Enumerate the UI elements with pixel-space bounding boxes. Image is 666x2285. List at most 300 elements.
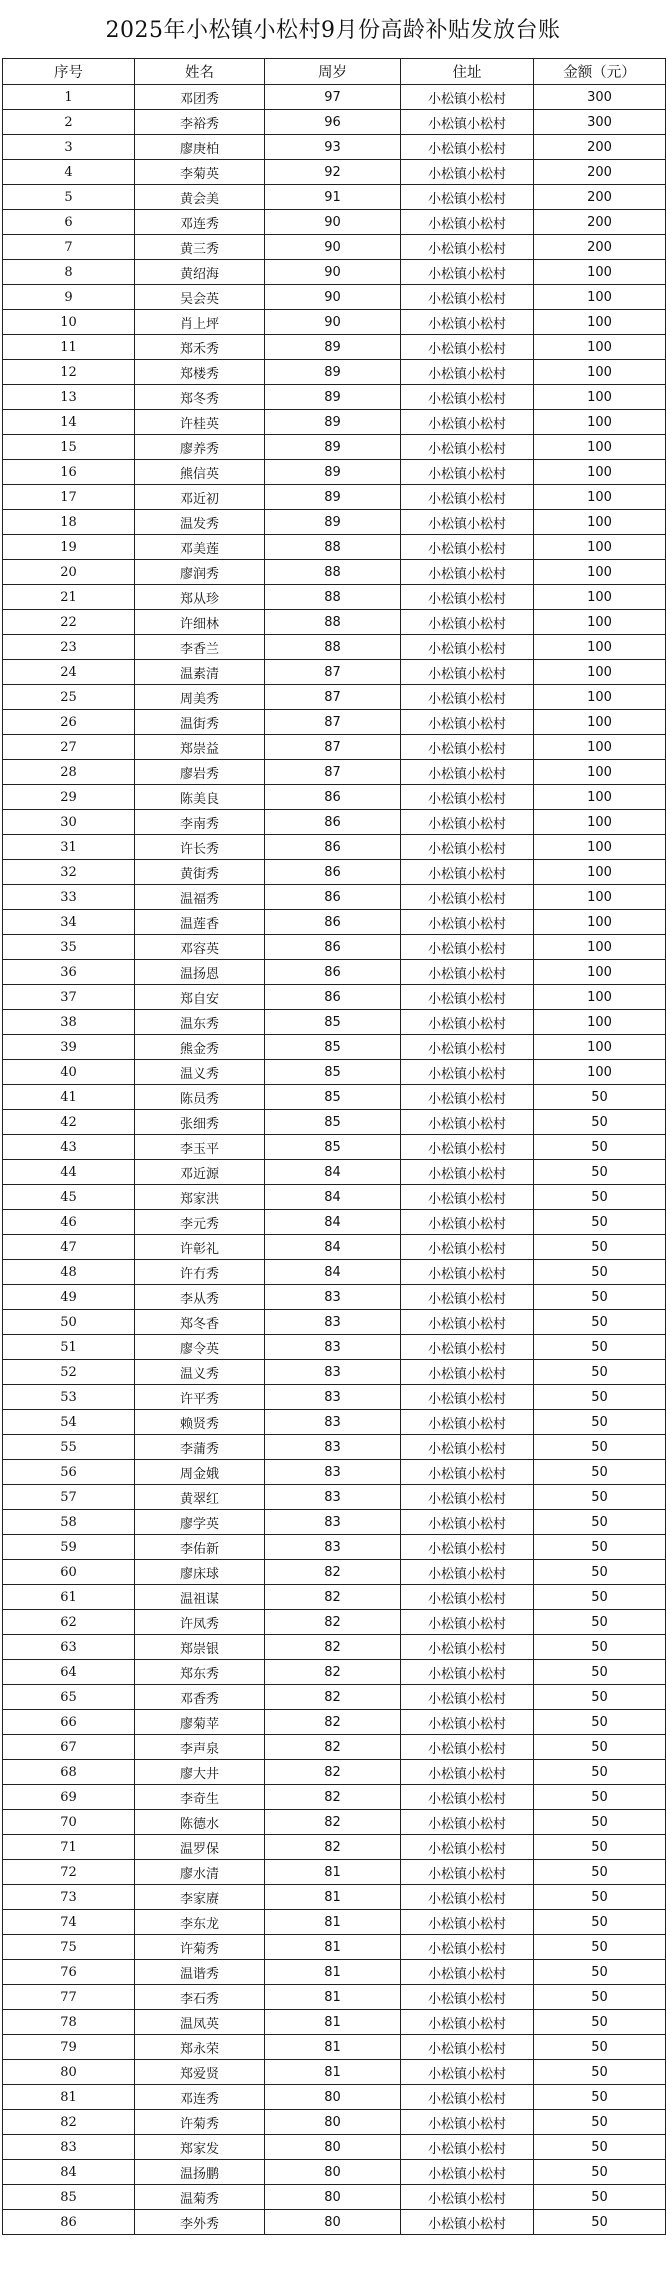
name-cell: 温罗保 — [135, 1835, 265, 1860]
name-cell: 赖贤秀 — [135, 1410, 265, 1435]
amount-cell: 100 — [534, 560, 666, 585]
table-row — [3, 1185, 666, 1210]
amount-cell: 50 — [534, 2210, 666, 2235]
age-cell: 89 — [265, 410, 401, 435]
name-cell: 郑东秀 — [135, 1660, 265, 1685]
table-row — [3, 960, 666, 985]
amount-cell: 100 — [534, 635, 666, 660]
name-cell: 许平秀 — [135, 1385, 265, 1410]
age-cell: 90 — [265, 310, 401, 335]
age-cell: 89 — [265, 485, 401, 510]
name-cell: 郑冬秀 — [135, 385, 265, 410]
name-cell: 廖大井 — [135, 1760, 265, 1785]
age-cell: 83 — [265, 1410, 401, 1435]
amount-cell: 100 — [534, 885, 666, 910]
table-row — [3, 435, 666, 460]
serial-cell: 85 — [3, 2185, 135, 2210]
serial-cell: 2 — [3, 110, 135, 135]
name-cell: 廖菊苹 — [135, 1710, 265, 1735]
table-row — [3, 160, 666, 185]
name-cell: 廖养秀 — [135, 435, 265, 460]
serial-cell: 12 — [3, 360, 135, 385]
table-row — [3, 1010, 666, 1035]
serial-cell: 65 — [3, 1685, 135, 1710]
address-cell: 小松镇小松村 — [401, 1310, 534, 1335]
serial-cell: 55 — [3, 1435, 135, 1460]
name-cell: 廖水清 — [135, 1860, 265, 1885]
serial-cell: 78 — [3, 2010, 135, 2035]
age-cell: 87 — [265, 685, 401, 710]
age-cell: 83 — [265, 1535, 401, 1560]
name-cell: 周金娥 — [135, 1460, 265, 1485]
amount-cell: 100 — [534, 610, 666, 635]
age-cell: 88 — [265, 610, 401, 635]
table-row — [3, 2035, 666, 2060]
table-row — [3, 635, 666, 660]
amount-cell: 50 — [534, 1510, 666, 1535]
age-cell: 82 — [265, 1585, 401, 1610]
table-row — [3, 1410, 666, 1435]
address-cell: 小松镇小松村 — [401, 1285, 534, 1310]
serial-cell: 56 — [3, 1460, 135, 1485]
address-cell: 小松镇小松村 — [401, 1410, 534, 1435]
name-cell: 郑崇益 — [135, 735, 265, 760]
name-cell: 黄街秀 — [135, 860, 265, 885]
age-cell: 80 — [265, 2135, 401, 2160]
age-cell: 83 — [265, 1385, 401, 1410]
serial-cell: 39 — [3, 1035, 135, 1060]
amount-cell: 100 — [534, 410, 666, 435]
table-row — [3, 1935, 666, 1960]
table-row — [3, 1335, 666, 1360]
amount-cell: 50 — [534, 1710, 666, 1735]
table-row — [3, 210, 666, 235]
age-cell: 80 — [265, 2185, 401, 2210]
age-cell: 81 — [265, 2035, 401, 2060]
name-cell: 吴会英 — [135, 285, 265, 310]
name-cell: 邓团秀 — [135, 85, 265, 110]
amount-cell: 100 — [534, 960, 666, 985]
name-cell: 温义秀 — [135, 1060, 265, 1085]
amount-cell: 200 — [534, 160, 666, 185]
name-cell: 温街秀 — [135, 710, 265, 735]
age-cell: 82 — [265, 1635, 401, 1660]
serial-cell: 38 — [3, 1010, 135, 1035]
address-cell: 小松镇小松村 — [401, 1585, 534, 1610]
name-cell: 许细林 — [135, 610, 265, 635]
name-cell: 邓近初 — [135, 485, 265, 510]
age-cell: 82 — [265, 1835, 401, 1860]
serial-cell: 47 — [3, 1235, 135, 1260]
age-cell: 85 — [265, 1060, 401, 1085]
address-cell: 小松镇小松村 — [401, 2135, 534, 2160]
name-cell: 李家赓 — [135, 1885, 265, 1910]
name-cell: 熊信英 — [135, 460, 265, 485]
amount-cell: 100 — [534, 310, 666, 335]
age-cell: 87 — [265, 710, 401, 735]
serial-cell: 76 — [3, 1960, 135, 1985]
amount-cell: 50 — [534, 2035, 666, 2060]
serial-cell: 23 — [3, 635, 135, 660]
age-cell: 81 — [265, 1960, 401, 1985]
age-cell: 86 — [265, 835, 401, 860]
address-cell: 小松镇小松村 — [401, 2185, 534, 2210]
name-cell: 郑从珍 — [135, 585, 265, 610]
amount-cell: 50 — [534, 1135, 666, 1160]
table-row — [3, 235, 666, 260]
address-cell: 小松镇小松村 — [401, 1435, 534, 1460]
amount-cell: 100 — [534, 285, 666, 310]
serial-cell: 58 — [3, 1510, 135, 1535]
table-row — [3, 1685, 666, 1710]
amount-cell: 100 — [534, 1010, 666, 1035]
table-row — [3, 610, 666, 635]
name-cell: 陈德水 — [135, 1810, 265, 1835]
serial-cell: 9 — [3, 285, 135, 310]
amount-cell: 100 — [534, 260, 666, 285]
serial-cell: 4 — [3, 160, 135, 185]
age-cell: 86 — [265, 885, 401, 910]
table-row — [3, 1660, 666, 1685]
serial-cell: 16 — [3, 460, 135, 485]
address-cell: 小松镇小松村 — [401, 810, 534, 835]
amount-cell: 50 — [534, 1260, 666, 1285]
address-cell: 小松镇小松村 — [401, 310, 534, 335]
serial-cell: 41 — [3, 1085, 135, 1110]
address-cell: 小松镇小松村 — [401, 1785, 534, 1810]
name-cell: 许凤秀 — [135, 1610, 265, 1635]
amount-cell: 50 — [534, 1485, 666, 1510]
age-cell: 83 — [265, 1285, 401, 1310]
table-row — [3, 1510, 666, 1535]
amount-cell: 100 — [534, 810, 666, 835]
age-cell: 82 — [265, 1735, 401, 1760]
age-cell: 81 — [265, 2060, 401, 2085]
address-cell: 小松镇小松村 — [401, 2035, 534, 2060]
address-cell: 小松镇小松村 — [401, 2210, 534, 2235]
serial-cell: 7 — [3, 235, 135, 260]
address-cell: 小松镇小松村 — [401, 1235, 534, 1260]
amount-cell: 100 — [534, 585, 666, 610]
serial-cell: 42 — [3, 1110, 135, 1135]
table-row — [3, 935, 666, 960]
amount-cell: 50 — [534, 1635, 666, 1660]
name-cell: 郑崇银 — [135, 1635, 265, 1660]
name-cell: 李元秀 — [135, 1210, 265, 1235]
age-cell: 81 — [265, 2010, 401, 2035]
table-row — [3, 710, 666, 735]
amount-cell: 200 — [534, 235, 666, 260]
serial-cell: 75 — [3, 1935, 135, 1960]
amount-cell: 50 — [534, 2185, 666, 2210]
amount-cell: 100 — [534, 660, 666, 685]
table-row — [3, 2085, 666, 2110]
amount-cell: 50 — [534, 2160, 666, 2185]
table-row — [3, 135, 666, 160]
address-cell: 小松镇小松村 — [401, 1385, 534, 1410]
serial-cell: 86 — [3, 2210, 135, 2235]
address-cell: 小松镇小松村 — [401, 710, 534, 735]
age-cell: 83 — [265, 1510, 401, 1535]
serial-cell: 36 — [3, 960, 135, 985]
age-cell: 81 — [265, 1910, 401, 1935]
name-cell: 温素清 — [135, 660, 265, 685]
table-row — [3, 2210, 666, 2235]
table-row — [3, 1710, 666, 1735]
age-cell: 80 — [265, 2085, 401, 2110]
age-cell: 80 — [265, 2160, 401, 2185]
table-row — [3, 1835, 666, 1860]
name-cell: 郑自安 — [135, 985, 265, 1010]
name-cell: 黄翠红 — [135, 1485, 265, 1510]
address-cell: 小松镇小松村 — [401, 260, 534, 285]
table-row — [3, 810, 666, 835]
name-cell: 廖庚柏 — [135, 135, 265, 160]
column-header-name: 姓名 — [135, 59, 265, 85]
name-cell: 李石秀 — [135, 1985, 265, 2010]
address-cell: 小松镇小松村 — [401, 785, 534, 810]
name-cell: 郑永荣 — [135, 2035, 265, 2060]
address-cell: 小松镇小松村 — [401, 1560, 534, 1585]
address-cell: 小松镇小松村 — [401, 1735, 534, 1760]
address-cell: 小松镇小松村 — [401, 760, 534, 785]
column-header-age: 周岁 — [265, 59, 401, 85]
amount-cell: 50 — [534, 1210, 666, 1235]
table-row — [3, 535, 666, 560]
table-row — [3, 260, 666, 285]
amount-cell: 100 — [534, 1035, 666, 1060]
table-row — [3, 1210, 666, 1235]
age-cell: 89 — [265, 385, 401, 410]
age-cell: 82 — [265, 1560, 401, 1585]
table-row — [3, 335, 666, 360]
address-cell: 小松镇小松村 — [401, 1110, 534, 1135]
address-cell: 小松镇小松村 — [401, 1010, 534, 1035]
name-cell: 许菊秀 — [135, 1935, 265, 1960]
address-cell: 小松镇小松村 — [401, 85, 534, 110]
amount-cell: 50 — [534, 2060, 666, 2085]
age-cell: 97 — [265, 85, 401, 110]
address-cell: 小松镇小松村 — [401, 1610, 534, 1635]
table-row — [3, 1385, 666, 1410]
address-cell: 小松镇小松村 — [401, 1360, 534, 1385]
address-cell: 小松镇小松村 — [401, 510, 534, 535]
name-cell: 李奇生 — [135, 1785, 265, 1810]
table-row — [3, 285, 666, 310]
amount-cell: 50 — [534, 1735, 666, 1760]
address-cell: 小松镇小松村 — [401, 360, 534, 385]
table-row — [3, 660, 666, 685]
amount-cell: 100 — [534, 485, 666, 510]
name-cell: 郑家发 — [135, 2135, 265, 2160]
table-row — [3, 1635, 666, 1660]
name-cell: 李南秀 — [135, 810, 265, 835]
amount-cell: 50 — [534, 1910, 666, 1935]
table-row — [3, 510, 666, 535]
header-row — [3, 59, 666, 85]
age-cell: 89 — [265, 335, 401, 360]
serial-cell: 8 — [3, 260, 135, 285]
serial-cell: 24 — [3, 660, 135, 685]
address-cell: 小松镇小松村 — [401, 1935, 534, 1960]
amount-cell: 100 — [534, 785, 666, 810]
serial-cell: 28 — [3, 760, 135, 785]
serial-cell: 3 — [3, 135, 135, 160]
amount-cell: 50 — [534, 1385, 666, 1410]
address-cell: 小松镇小松村 — [401, 1185, 534, 1210]
serial-cell: 64 — [3, 1660, 135, 1685]
table-row — [3, 1110, 666, 1135]
name-cell: 许桂英 — [135, 410, 265, 435]
page-title: 2025年小松镇小松村9月份高龄补贴发放台账 — [105, 18, 561, 43]
age-cell: 86 — [265, 960, 401, 985]
name-cell: 郑冬香 — [135, 1310, 265, 1335]
amount-cell: 50 — [534, 2085, 666, 2110]
name-cell: 温发秀 — [135, 510, 265, 535]
amount-cell: 50 — [534, 1885, 666, 1910]
address-cell: 小松镇小松村 — [401, 860, 534, 885]
amount-cell: 200 — [534, 135, 666, 160]
address-cell: 小松镇小松村 — [401, 1210, 534, 1235]
amount-cell: 50 — [534, 1335, 666, 1360]
name-cell: 李外秀 — [135, 2210, 265, 2235]
address-cell: 小松镇小松村 — [401, 1760, 534, 1785]
age-cell: 89 — [265, 360, 401, 385]
amount-cell: 50 — [534, 1785, 666, 1810]
age-cell: 85 — [265, 1010, 401, 1035]
serial-cell: 82 — [3, 2110, 135, 2135]
serial-cell: 34 — [3, 910, 135, 935]
amount-cell: 50 — [534, 2110, 666, 2135]
serial-cell: 25 — [3, 685, 135, 710]
age-cell: 88 — [265, 635, 401, 660]
serial-cell: 51 — [3, 1335, 135, 1360]
name-cell: 温祖谋 — [135, 1585, 265, 1610]
table-row — [3, 1860, 666, 1885]
age-cell: 84 — [265, 1160, 401, 1185]
table-row — [3, 1735, 666, 1760]
address-cell: 小松镇小松村 — [401, 135, 534, 160]
name-cell: 廖岩秀 — [135, 760, 265, 785]
table-row — [3, 310, 666, 335]
serial-cell: 68 — [3, 1760, 135, 1785]
name-cell: 李玉平 — [135, 1135, 265, 1160]
age-cell: 90 — [265, 210, 401, 235]
serial-cell: 43 — [3, 1135, 135, 1160]
address-cell: 小松镇小松村 — [401, 1835, 534, 1860]
serial-cell: 83 — [3, 2135, 135, 2160]
name-cell: 邓香秀 — [135, 1685, 265, 1710]
name-cell: 黄会美 — [135, 185, 265, 210]
address-cell: 小松镇小松村 — [401, 235, 534, 260]
amount-cell: 50 — [534, 1960, 666, 1985]
name-cell: 廖床球 — [135, 1560, 265, 1585]
amount-cell: 50 — [534, 1685, 666, 1710]
name-cell: 肖上坪 — [135, 310, 265, 335]
table-row — [3, 1460, 666, 1485]
name-cell: 温凤英 — [135, 2010, 265, 2035]
amount-cell: 100 — [534, 360, 666, 385]
serial-cell: 48 — [3, 1260, 135, 1285]
name-cell: 周美秀 — [135, 685, 265, 710]
amount-cell: 50 — [534, 1760, 666, 1785]
column-header-address: 住址 — [401, 59, 534, 85]
address-cell: 小松镇小松村 — [401, 1460, 534, 1485]
amount-cell: 50 — [534, 1660, 666, 1685]
amount-cell: 100 — [534, 935, 666, 960]
serial-cell: 5 — [3, 185, 135, 210]
table-row — [3, 2160, 666, 2185]
column-header-serial: 序号 — [3, 59, 135, 85]
address-cell: 小松镇小松村 — [401, 1860, 534, 1885]
name-cell: 陈员秀 — [135, 1085, 265, 1110]
address-cell: 小松镇小松村 — [401, 660, 534, 685]
amount-cell: 50 — [534, 1985, 666, 2010]
address-cell: 小松镇小松村 — [401, 1135, 534, 1160]
amount-cell: 50 — [534, 1435, 666, 1460]
age-cell: 81 — [265, 1860, 401, 1885]
age-cell: 86 — [265, 910, 401, 935]
serial-cell: 14 — [3, 410, 135, 435]
address-cell: 小松镇小松村 — [401, 1710, 534, 1735]
name-cell: 廖令英 — [135, 1335, 265, 1360]
table-row — [3, 785, 666, 810]
amount-cell: 100 — [534, 760, 666, 785]
name-cell: 温扬恩 — [135, 960, 265, 985]
serial-cell: 44 — [3, 1160, 135, 1185]
amount-cell: 50 — [534, 1235, 666, 1260]
age-cell: 83 — [265, 1360, 401, 1385]
serial-cell: 21 — [3, 585, 135, 610]
table-row — [3, 910, 666, 935]
amount-cell: 50 — [534, 1110, 666, 1135]
age-cell: 89 — [265, 435, 401, 460]
name-cell: 温东秀 — [135, 1010, 265, 1035]
table-row — [3, 1560, 666, 1585]
serial-cell: 72 — [3, 1860, 135, 1885]
table-row — [3, 1810, 666, 1835]
table-row — [3, 560, 666, 585]
address-cell: 小松镇小松村 — [401, 210, 534, 235]
age-cell: 90 — [265, 235, 401, 260]
name-cell: 邓近源 — [135, 1160, 265, 1185]
serial-cell: 59 — [3, 1535, 135, 1560]
serial-cell: 6 — [3, 210, 135, 235]
table-row — [3, 1260, 666, 1285]
serial-cell: 1 — [3, 85, 135, 110]
address-cell: 小松镇小松村 — [401, 2110, 534, 2135]
name-cell: 郑家洪 — [135, 1185, 265, 1210]
address-cell: 小松镇小松村 — [401, 1260, 534, 1285]
address-cell: 小松镇小松村 — [401, 2160, 534, 2185]
name-cell: 许菊秀 — [135, 2110, 265, 2135]
amount-cell: 100 — [534, 685, 666, 710]
name-cell: 邓美莲 — [135, 535, 265, 560]
age-cell: 84 — [265, 1210, 401, 1235]
address-cell: 小松镇小松村 — [401, 1635, 534, 1660]
amount-cell: 50 — [534, 1360, 666, 1385]
serial-cell: 10 — [3, 310, 135, 335]
address-cell: 小松镇小松村 — [401, 935, 534, 960]
serial-cell: 61 — [3, 1585, 135, 1610]
address-cell: 小松镇小松村 — [401, 985, 534, 1010]
age-cell: 82 — [265, 1760, 401, 1785]
age-cell: 87 — [265, 760, 401, 785]
table-row — [3, 1610, 666, 1635]
age-cell: 85 — [265, 1035, 401, 1060]
name-cell: 温菊秀 — [135, 2185, 265, 2210]
address-cell: 小松镇小松村 — [401, 1685, 534, 1710]
